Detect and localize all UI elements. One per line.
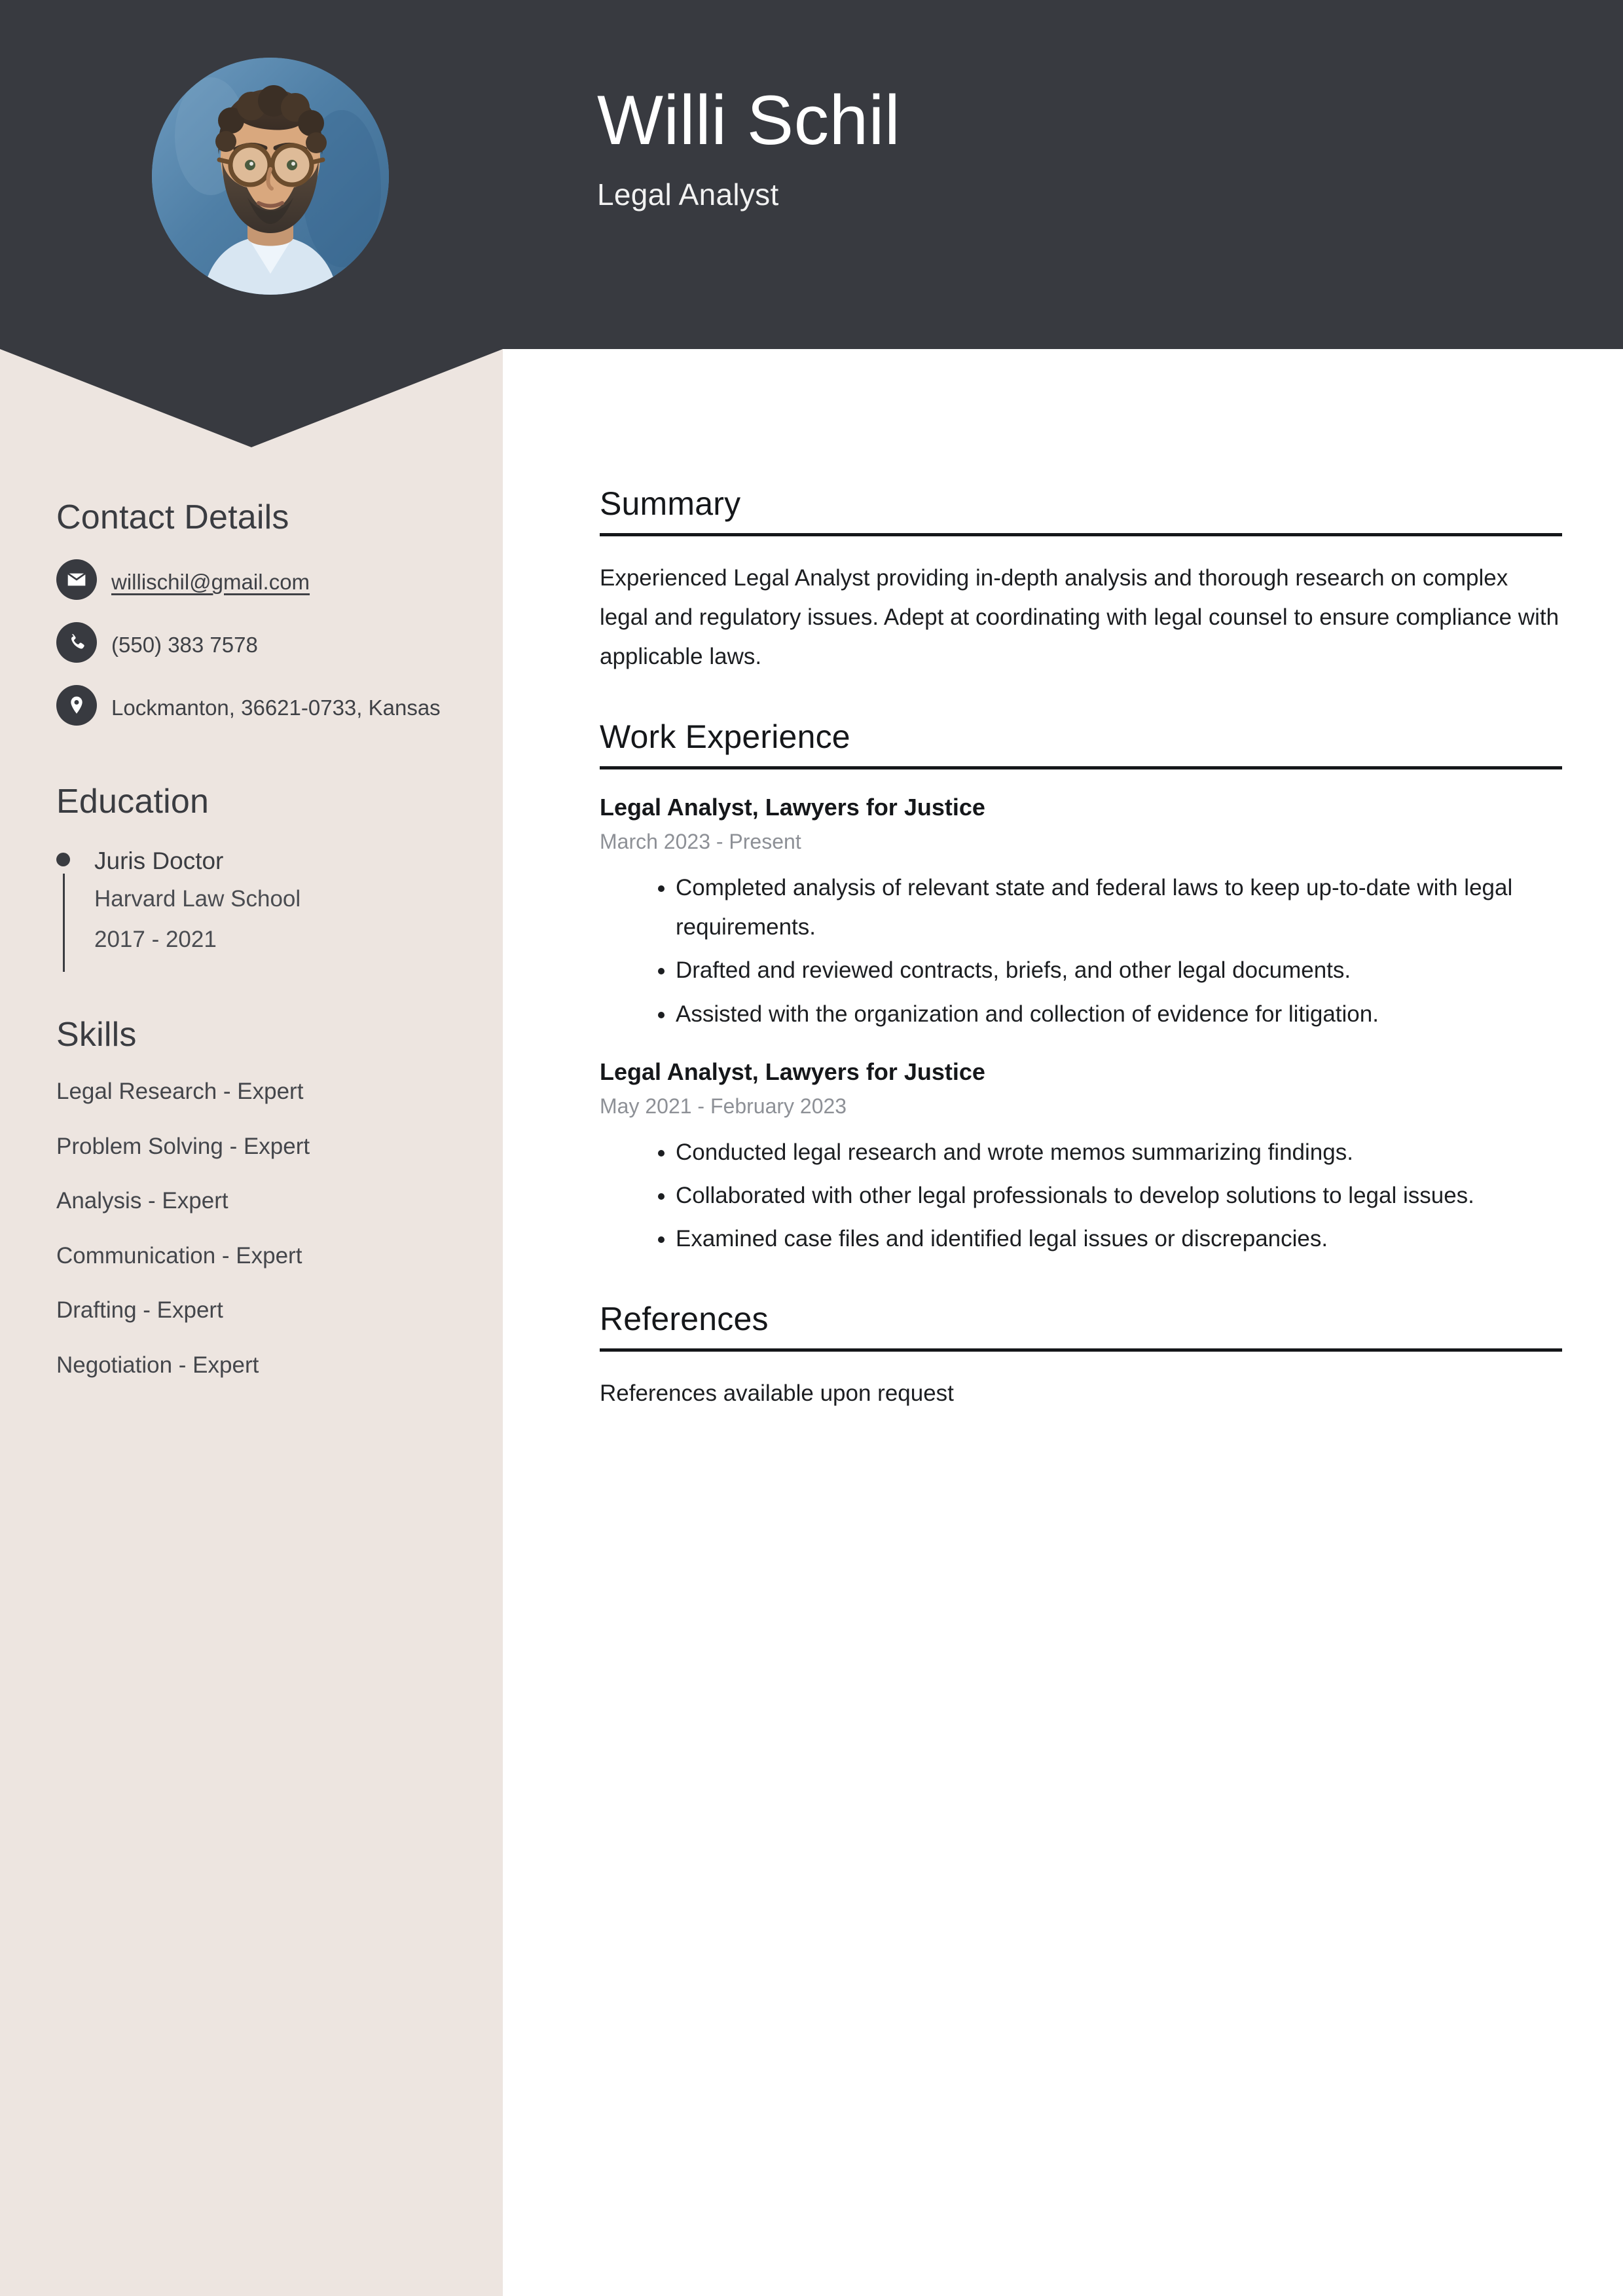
job-bullet: • Examined case files and identified legal issues or discrepancies. xyxy=(676,1219,1562,1259)
contact-phone-value: (550) 383 7578 xyxy=(111,633,258,657)
job-dates: March 2023 - Present xyxy=(600,830,801,854)
education-degree: Juris Doctor xyxy=(94,847,224,874)
summary-text: Experienced Legal Analyst providing in-depth analysis and thorough research on complex legal and regulatory issues. Adept at coordinating with legal counsel to ensure compliance with applicable laws. xyxy=(600,565,1559,670)
education-section xyxy=(56,782,454,960)
page-title: Willi Schil xyxy=(597,81,901,159)
summary-heading: Summary xyxy=(600,485,1562,536)
contact-details-heading: Contact Details xyxy=(56,498,289,536)
header-text-block xyxy=(597,83,1514,212)
references-text: References available upon request xyxy=(600,1380,954,1406)
job-dates: May 2021 - February 2023 xyxy=(600,1094,847,1119)
skill-item: Drafting - Expert xyxy=(56,1297,223,1324)
skill-item: Legal Research - Expert xyxy=(56,1079,304,1105)
job-bullet-list xyxy=(600,868,1562,1034)
contact-email-value[interactable]: willischil@gmail.com xyxy=(111,570,310,594)
work-experience-heading: Work Experience xyxy=(600,718,1562,769)
skill-item: Negotiation - Expert xyxy=(56,1352,259,1378)
work-experience-item xyxy=(600,1056,1562,1259)
skill-item: Problem Solving - Expert xyxy=(56,1133,310,1159)
skills-section xyxy=(56,1015,454,1380)
header-job-title: Legal Analyst xyxy=(597,177,779,212)
contact-address-value: Lockmanton, 36621-0733, Kansas xyxy=(111,695,441,720)
contact-details-section xyxy=(56,498,454,726)
main-content xyxy=(600,485,1562,1454)
references-heading: References xyxy=(600,1300,1562,1352)
summary-section xyxy=(600,485,1562,677)
contact-item-email[interactable] xyxy=(56,559,454,600)
envelope-icon xyxy=(56,559,97,600)
work-experience-item xyxy=(600,792,1562,1034)
contact-item-phone xyxy=(56,622,454,663)
education-school: Harvard Law School xyxy=(94,885,301,912)
job-bullet: • Completed analysis of relevant state and federal laws to keep up-to-date with legal requirements. xyxy=(676,868,1562,947)
references-section xyxy=(600,1300,1562,1413)
job-bullet-list xyxy=(600,1133,1562,1259)
job-bullet: • Conducted legal research and wrote memos summarizing findings. xyxy=(676,1133,1562,1172)
education-bullet-dot xyxy=(56,853,70,866)
job-title: Legal Analyst, Lawyers for Justice xyxy=(600,793,985,821)
skills-heading: Skills xyxy=(56,1016,137,1054)
education-years: 2017 - 2021 xyxy=(94,926,217,952)
phone-icon xyxy=(56,622,97,663)
sidebar xyxy=(0,0,503,1419)
education-timeline-line xyxy=(63,874,65,972)
work-experience-section xyxy=(600,718,1562,1259)
job-title: Legal Analyst, Lawyers for Justice xyxy=(600,1058,985,1085)
job-bullet: • Assisted with the organization and collection of evidence for litigation. xyxy=(676,995,1562,1034)
skill-item: Communication - Expert xyxy=(56,1242,302,1268)
job-bullet: • Collaborated with other legal professionals to develop solutions to legal issues. xyxy=(676,1176,1562,1215)
contact-item-address xyxy=(56,685,454,726)
education-heading: Education xyxy=(56,783,210,821)
location-pin-icon xyxy=(56,685,97,726)
skill-item: Analysis - Expert xyxy=(56,1188,228,1214)
job-bullet: • Drafted and reviewed contracts, briefs, and other legal documents. xyxy=(676,951,1562,990)
education-item xyxy=(56,843,454,960)
